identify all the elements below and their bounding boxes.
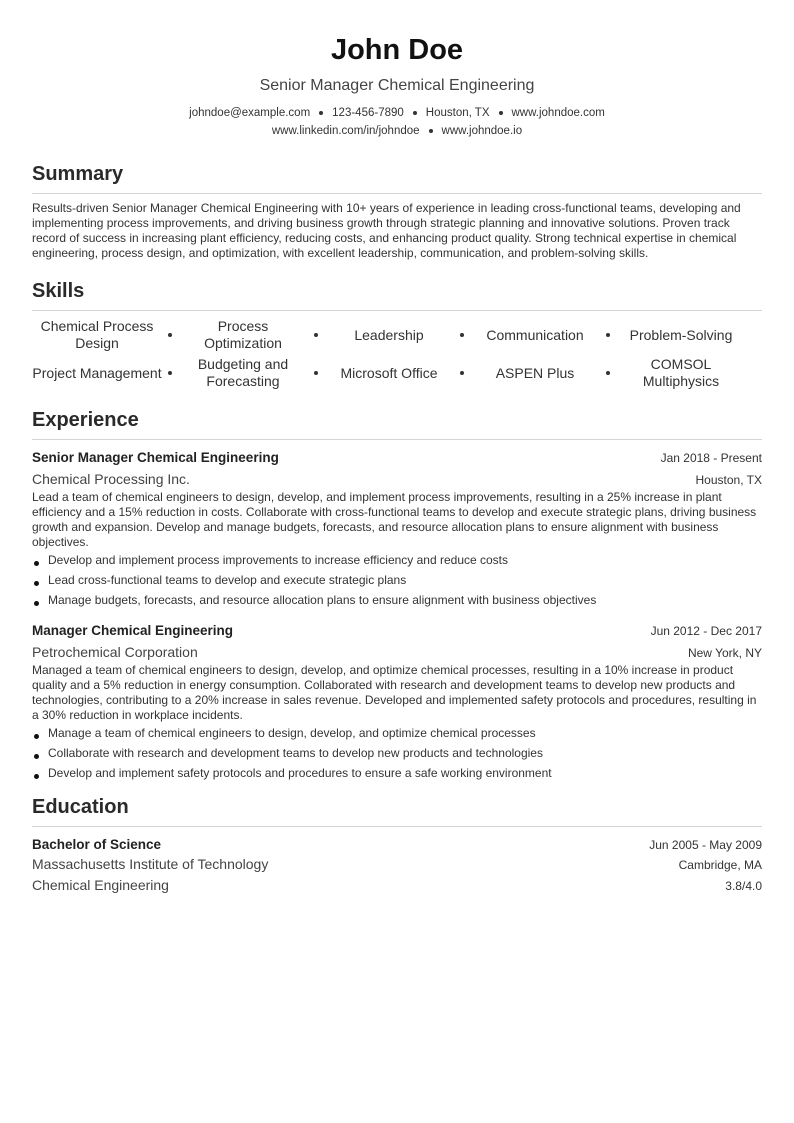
bullet-text: Lead cross-functional teams to develop and execute strategic plans [48,573,407,587]
job-role: Senior Manager Chemical Engineering [32,450,279,465]
job-company-row [32,467,762,489]
separator-dot-icon [499,111,503,115]
list-item [32,573,762,588]
bullet-icon [34,561,39,566]
edu-field: Chemical Engineering [32,877,169,893]
job-bullets [32,553,762,608]
list-item [32,746,762,761]
job-role: Manager Chemical Engineering [32,623,234,638]
job-entry [32,449,762,608]
bullet-icon [34,754,39,759]
summary-text: Results-driven Senior Manager Chemical Engineering with 10+ years of experience in leading cross-functional teams, developing and implementing process improvements, and driving business growth through strategic planning and innovative solutions. Proven track record of success in increasing plant efficiency, reducing costs, and enhancing product quality. Strong technical expertise in chemical engineering, process design, and optimization, with excellent leadership, communication, and problem-solving skills. [32,201,741,260]
education-section [32,795,762,896]
summary-section [32,162,762,261]
bullet-icon [308,371,324,375]
resume-header [32,0,762,140]
candidate-title: Senior Manager Chemical Engineering [259,77,535,94]
edu-field-row [32,875,762,896]
edu-dates: Jun 2005 - May 2009 [649,838,762,852]
bullet-text: Develop and implement process improvements to increase efficiency and reduce costs [48,553,509,567]
contact-website-2[interactable]: www.johndoe.io [441,125,523,137]
bullet-text: Manage budgets, forecasts, and resource allocation plans to ensure alignment with business objectives [48,593,597,607]
skills-list [32,318,762,390]
job-entry [32,622,762,781]
contact-info [32,104,762,140]
education-heading: Education [32,795,762,827]
bullet-icon [454,371,470,375]
job-location: New York, NY [687,646,762,660]
list-item [32,766,762,781]
contact-row-1 [32,104,762,122]
experience-heading: Experience [32,408,762,440]
separator-dot-icon [413,111,417,115]
skills-heading: Skills [32,279,762,311]
skill-item: Budgeting and Forecasting [197,356,289,389]
bullet-icon [162,333,178,337]
summary-heading: Summary [32,162,762,194]
bullet-icon [600,333,616,337]
bullet-icon [454,333,470,337]
job-dates: Jan 2018 - Present [660,451,762,465]
job-bullets [32,726,762,781]
contact-phone[interactable]: 123-456-7890 [332,107,404,119]
bullet-icon [34,581,39,586]
bullet-text: Manage a team of chemical engineers to design, develop, and optimize chemical processes [48,726,536,740]
bullet-icon [34,734,39,739]
job-company: Chemical Processing Inc. [32,471,190,487]
bullet-icon [34,774,39,779]
skill-item: Communication [486,326,584,343]
job-company-row [32,640,762,662]
list-item [32,726,762,741]
job-dates: Jun 2012 - Dec 2017 [650,624,762,638]
contact-email[interactable]: johndoe@example.com [189,107,311,119]
job-description: Lead a team of chemical engineers to design, develop, and implement process improvements, resulting in a 25% increase in plant efficiency and a 15% reduction in costs. Collaborate with cross-functional teams to develop and execute strategic plans, driving business growth and expansion. Develop and manage budgets, forecasts, and resource allocation plans to ensure alignment with business objectives. [32,490,757,549]
edu-degree-row [32,835,762,854]
skills-section [32,279,762,390]
job-header-row [32,449,762,467]
skill-item: ASPEN Plus [495,364,575,381]
edu-school-row [32,854,762,875]
candidate-name: John Doe [330,34,464,66]
skill-item: Problem-Solving [629,326,733,343]
list-item [32,593,762,608]
edu-school: Massachusetts Institute of Technology [32,856,269,872]
skill-item: Leadership [354,326,424,343]
skill-item: COMSOL Multiphysics [642,356,720,389]
job-description: Managed a team of chemical engineers to design, develop, and optimize chemical processes, resulting in a 10% increase in product quality and a 5% reduction in energy consumption. Collaborated with research and development teams to develop new products and technologies, contributing to a 20% increase in sales revenue. Developed and implemented safety protocols and procedures, resulting in a 30% reduction in workplace incidents. [32,663,757,722]
edu-gpa: 3.8/4.0 [725,879,762,893]
bullet-icon [308,333,324,337]
contact-website[interactable]: www.johndoe.com [511,107,605,119]
list-item [32,553,762,568]
separator-dot-icon [429,129,433,133]
experience-section [32,408,762,781]
skill-item: Process Optimization [204,318,282,351]
separator-dot-icon [319,111,323,115]
job-location: Houston, TX [695,473,762,487]
edu-location: Cambridge, MA [678,858,762,872]
contact-linkedin[interactable]: www.linkedin.com/in/johndoe [271,125,420,137]
skill-item: Chemical Process Design [40,318,154,351]
bullet-icon [600,371,616,375]
job-header-row [32,622,762,640]
job-company: Petrochemical Corporation [32,644,198,660]
skill-item: Microsoft Office [340,364,438,381]
contact-row-2 [32,122,762,140]
bullet-icon [162,371,178,375]
bullet-text: Collaborate with research and development teams to develop new products and technologies [48,746,543,760]
skill-item: Project Management [32,364,162,381]
contact-location: Houston, TX [425,107,490,119]
bullet-text: Develop and implement safety protocols and procedures to ensure a safe working environment [48,766,552,780]
bullet-icon [34,601,39,606]
edu-degree: Bachelor of Science [32,837,162,852]
